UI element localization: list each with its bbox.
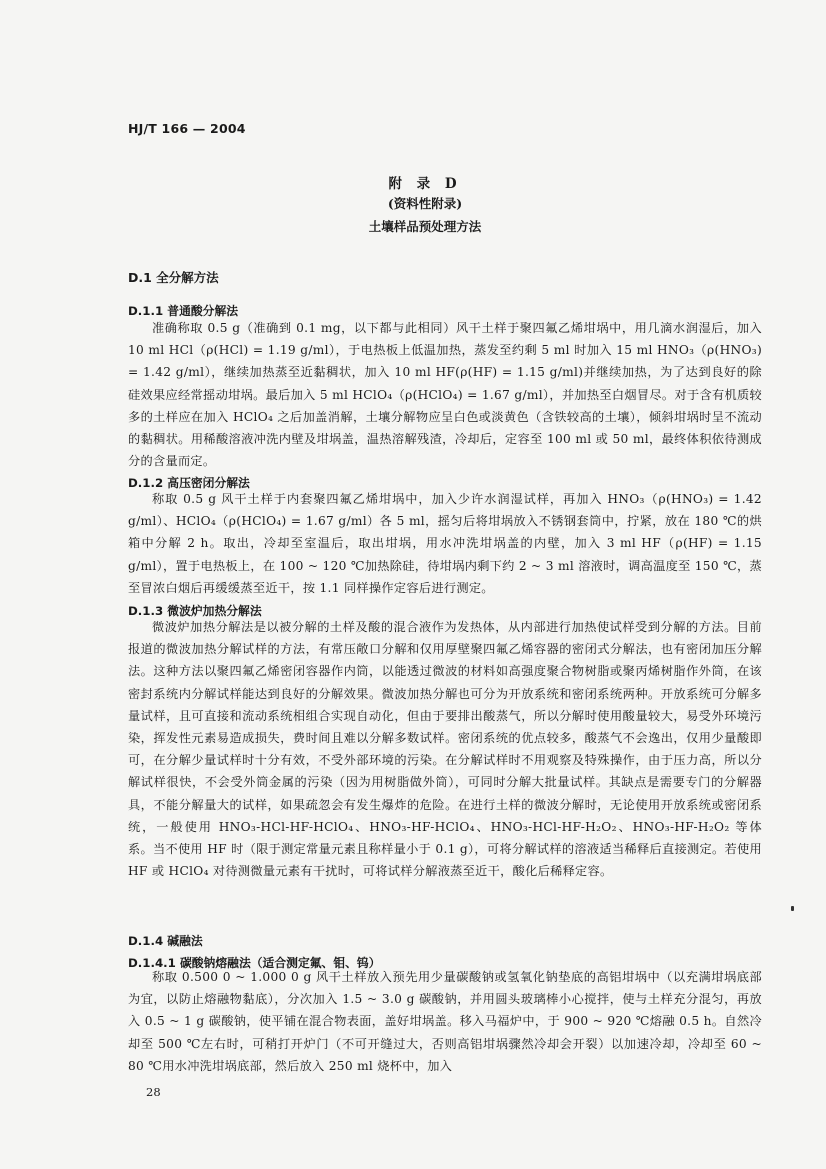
section-d1-heading: D.1 全分解方法: [128, 270, 219, 285]
appendix-name: 土壤样品预处理方法: [368, 219, 482, 234]
section-d12-text: 称取 0.5 g 风干土样于内套聚四氟乙烯坩埚中，加入少许水润湿试样，再加入 HNO₃（ρ(HNO₃) = 1.42 g/ml）、HClO₄（ρ(HClO₄) = 1.67 g/ml）各 5 ml，摇匀后将坩埚放入不锈钢套筒中，拧紧，放在 180 ℃的烘箱中分解 2 h。取出，冷却至室温后，取出坩埚，用水冲洗坩埚盖的内壁，加入 3 ml HF（ρ(HF) = 1.15 g/ml），置于电热板上，在 100 ~ 120 ℃加热除硅，待坩埚内剩下约 2 ~ 3 ml 溶液时，调高温度至 150 ℃，蒸至冒浓白烟后再缓缓蒸至近干，按 1.1 同样操作定容后进行测定。: [128, 492, 763, 595]
section-d11-heading: D.1.1 普通酸分解法: [128, 304, 239, 318]
section-d13-text: 微波炉加热分解法是以被分解的土样及酸的混合液作为发热体，从内部进行加热使试样受到分解的方法。目前报道的微波加热分解试样的方法，有常压敞口分解和仅用厚壁聚四氟乙烯容器的密闭式分解法，也有密闭加压分解法。这种方法以聚四氟乙烯密闭容器作内筒，以能透过微波的材料如高强度聚合物树脂或聚丙烯树脂作外筒，在该密封系统内分解试样能达到良好的分解效果。微波加热分解也可分为开放系统和密闭系统两种。开放系统可分解多量试样，且可直接和流动系统相组合实现自动化，但由于要排出酸蒸气，所以分解时使用酸量较大，易受外环境污染，挥发性元素易造成损失，费时间且难以分解多数试样。密闭系统的优点较多，酸蒸气不会逸出，仅用少量酸即可，在分解少量试样时十分有效，不受外部环境的污染。在分解试样时不用观察及特殊操作，由于压力高，所以分解试样很快，不会受外筒金属的污染（因为用树脂做外筒），可同时分解大批量试样。其缺点是需要专门的分解器具，不能分解量大的试样，如果疏忽会有发生爆炸的危险。在进行土样的微波分解时，无论使用开放系统或密闭系统，一般使用 HNO₃-HCl-HF-HClO₄、HNO₃-HF-HClO₄、HNO₃-HCl-HF-H₂O₂、HNO₃-HF-H₂O₂ 等体系。当不使用 HF 时（限于测定常量元素且称样量小于 0.1 g），可将分解试样的溶液适当稀释后直接测定。若使用 HF 或 HClO₄ 对待测微量元素有干扰时，可将试样分解液蒸至近干，酸化后稀释定容。: [128, 620, 762, 879]
section-d14-heading: D.1.4 碱融法: [128, 934, 203, 948]
section-d141-text: 称取 0.500 0 ~ 1.000 0 g 风干土样放入预先用少量碳酸钠或氢氧化钠垫底的高铝坩埚中（以充满坩埚底部为宜，以防止熔融物黏底），分次加入 1.5 ~ 3.0 g 碳酸钠，并用圆头玻璃棒小心搅拌，使与土样充分混匀，再放入 0.5 ~ 1 g 碳酸钠，使平铺在混合物表面，盖好坩埚盖。移入马福炉中，于 900 ~ 920 ℃熔融 0.5 h。自然冷却至 500 ℃左右时，可稍打开炉门（不可开缝过大，否则高铝坩埚骤然冷却会开裂）以加速冷却，冷却至 60 ~ 80 ℃用水冲洗坩埚底部，然后放入 250 ml 烧杯中，加入: [128, 970, 762, 1073]
section-d13-heading: D.1.3 微波炉加热分解法: [128, 604, 262, 618]
appendix-note: (资料性附录): [387, 196, 463, 211]
scan-speck: [791, 906, 794, 911]
standard-code-header: HJ/T 166 — 2004: [128, 121, 246, 136]
appendix-title: 附 录 D: [388, 176, 462, 192]
section-d12-heading: D.1.2 高压密闭分解法: [128, 476, 250, 490]
section-d11-text: 准确称取 0.5 g（准确到 0.1 mg，以下都与此相同）风干土样于聚四氟乙烯坩埚中，用几滴水润湿后，加入 10 ml HCl（ρ(HCl) = 1.19 g/ml），于电热板上低温加热，蒸发至约剩 5 ml 时加入 15 ml HNO₃（ρ(HNO₃) = 1.42 g/ml），继续加热蒸至近黏稠状，加入 10 ml HF(ρ(HF) = 1.15 g/ml)并继续加热，为了达到良好的除硅效果应经常摇动坩埚。最后加入 5 ml HClO₄（ρ(HClO₄) = 1.67 g/ml），并加热至白烟冒尽。对于含有机质较多的土样应在加入 HClO₄ 之后加盖消解，土壤分解物应呈白色或淡黄色（含铁较高的土壤），倾斜坩埚时呈不流动的黏稠状。用稀酸溶液冲洗内壁及坩埚盖，温热溶解残渣，冷却后，定容至 100 ml 或 50 ml，最终体积依待测成分的含量而定。: [128, 321, 762, 469]
section-d141-heading: D.1.4.1 碳酸钠熔融法（适合测定氟、钼、钨）: [128, 956, 381, 970]
page-number: 28: [146, 1085, 161, 1099]
